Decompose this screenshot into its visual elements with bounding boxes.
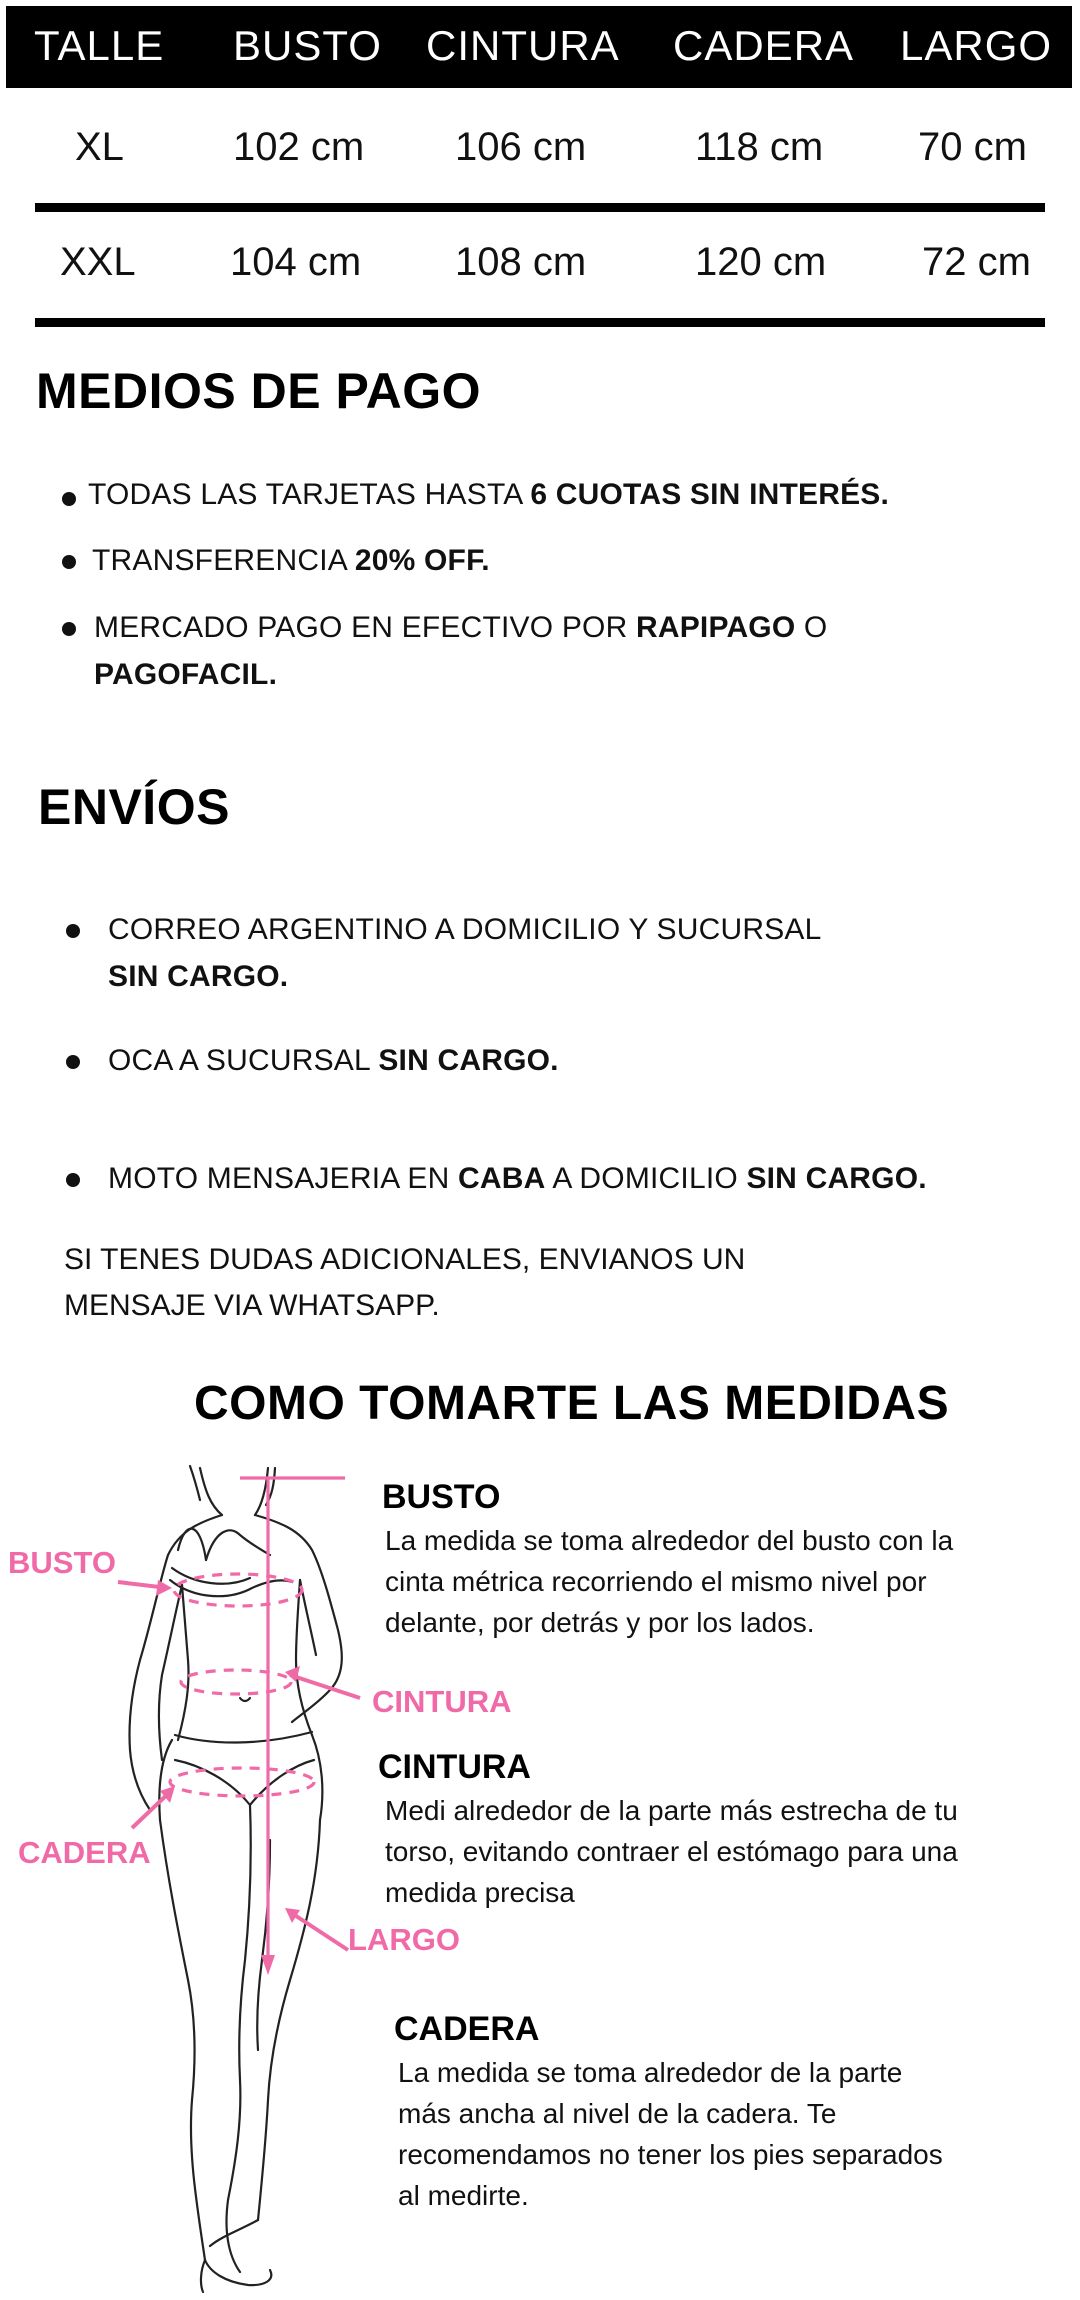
text-line: delante, por detrás y por los lados. bbox=[385, 1607, 815, 1638]
item-bold-line2: PAGOFACIL. bbox=[94, 658, 278, 691]
header-cadera: CADERA bbox=[673, 22, 855, 69]
cell-cadera: 118 cm bbox=[695, 125, 824, 169]
item-text: OCA A SUCURSAL bbox=[108, 1044, 379, 1077]
header-busto: BUSTO bbox=[233, 22, 382, 69]
item-bold: SIN CARGO. bbox=[378, 1044, 559, 1077]
size-table-header bbox=[6, 6, 1072, 88]
figure-label-largo: LARGO bbox=[348, 1922, 460, 1957]
item-bold: CABA bbox=[457, 1162, 546, 1195]
text-line: torso, evitando contraer el estómago para una bbox=[385, 1836, 958, 1867]
bullet-icon bbox=[66, 924, 80, 938]
item-text-2: O bbox=[795, 611, 828, 644]
item-text-2: A DOMICILIO bbox=[545, 1162, 747, 1195]
whatsapp-note bbox=[64, 1237, 745, 1329]
text-line: Medi alrededor de la parte más estrecha de tu bbox=[385, 1795, 958, 1826]
header-cintura: CINTURA bbox=[426, 22, 620, 69]
item-bold-line2: SIN CARGO. bbox=[108, 960, 289, 993]
item-bold: RAPIPAGO bbox=[635, 611, 796, 644]
busto-title: BUSTO bbox=[382, 1478, 501, 1516]
table-divider bbox=[35, 318, 1045, 327]
figure-label-cadera: CADERA bbox=[18, 1835, 151, 1870]
cell-cadera: 120 cm bbox=[695, 240, 827, 284]
item-bold: 6 CUOTAS SIN INTERÉS. bbox=[530, 478, 890, 511]
cell-largo: 70 cm bbox=[918, 125, 1027, 169]
cadera-title: CADERA bbox=[394, 2010, 540, 2048]
bullet-icon bbox=[62, 492, 76, 506]
table-divider bbox=[35, 203, 1045, 212]
cell-cintura: 106 cm bbox=[455, 125, 587, 169]
item-text: CORREO ARGENTINO A DOMICILIO Y SUCURSAL bbox=[108, 913, 822, 946]
measurements-title: COMO TOMARTE LAS MEDIDAS bbox=[194, 1377, 950, 1430]
note-line: SI TENES DUDAS ADICIONALES, ENVIANOS UN bbox=[64, 1243, 746, 1276]
shipping-title: ENVÍOS bbox=[38, 779, 230, 835]
payment-title: MEDIOS DE PAGO bbox=[36, 363, 482, 419]
figure-label-cintura: CINTURA bbox=[372, 1684, 512, 1719]
text-line: La medida se toma alrededor de la parte bbox=[398, 2057, 903, 2088]
cell-busto: 104 cm bbox=[230, 240, 362, 284]
note-line: MENSAJE VIA WHATSAPP. bbox=[64, 1289, 440, 1322]
bullet-icon bbox=[62, 622, 76, 636]
header-largo: LARGO bbox=[900, 22, 1053, 69]
text-line: medida precisa bbox=[385, 1877, 575, 1908]
text-line: recomendamos no tener los pies separados bbox=[398, 2139, 943, 2170]
item-text: MOTO MENSAJERIA EN bbox=[108, 1162, 458, 1195]
cell-largo: 72 cm bbox=[922, 240, 1031, 284]
bullet-icon bbox=[66, 1173, 80, 1187]
text-line: cinta métrica recorriendo el mismo nivel por bbox=[385, 1566, 927, 1597]
item-text: MERCADO PAGO EN EFECTIVO POR bbox=[94, 611, 636, 644]
cell-busto: 102 cm bbox=[233, 125, 365, 169]
cell-talle: XL bbox=[75, 125, 124, 169]
item-bold: 20% OFF. bbox=[354, 544, 490, 577]
text-line: La medida se toma alrededor del busto con la bbox=[385, 1525, 954, 1556]
cintura-description bbox=[385, 1790, 958, 1913]
text-line: al medirte. bbox=[398, 2180, 529, 2211]
item-text: TRANSFERENCIA bbox=[92, 544, 355, 577]
item-bold-2: SIN CARGO. bbox=[746, 1162, 927, 1195]
text-line: más ancha al nivel de la cadera. Te bbox=[398, 2098, 837, 2129]
bullet-icon bbox=[66, 1055, 80, 1069]
cadera-description bbox=[398, 2052, 943, 2216]
bullet-icon bbox=[62, 555, 76, 569]
figure-label-busto: BUSTO bbox=[8, 1545, 116, 1580]
cintura-title: CINTURA bbox=[378, 1748, 531, 1786]
cell-cintura: 108 cm bbox=[455, 240, 587, 284]
item-text: TODAS LAS TARJETAS HASTA bbox=[88, 478, 531, 511]
busto-description bbox=[385, 1520, 953, 1643]
cell-talle: XXL bbox=[60, 240, 136, 284]
header-talle: TALLE bbox=[34, 22, 165, 69]
